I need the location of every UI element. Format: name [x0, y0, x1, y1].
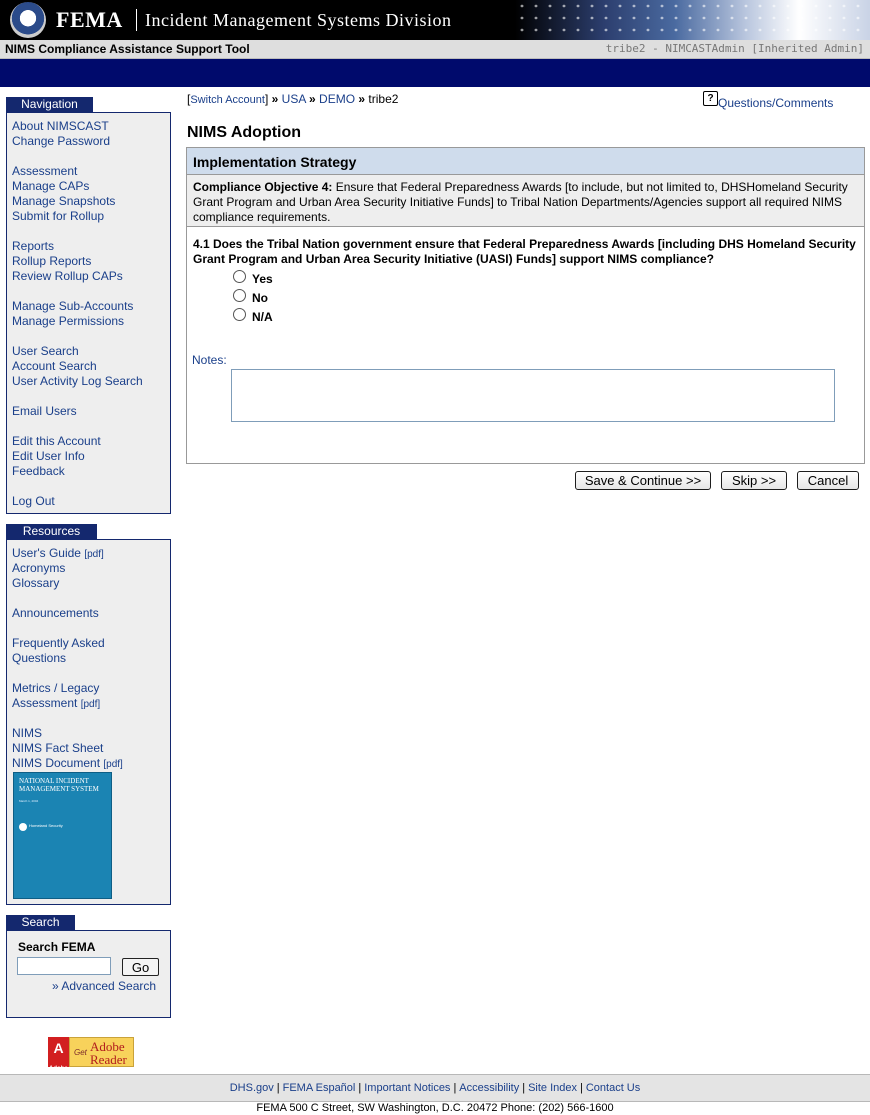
nav-about-nimscast[interactable]: About NIMSCAST	[12, 119, 109, 133]
footer-address: FEMA 500 C Street, SW Washington, D.C. 20472 Phone: (202) 566-1600	[256, 1102, 614, 1114]
notes-textarea[interactable]	[231, 369, 835, 422]
footer-link-accessibility[interactable]: Accessibility	[459, 1082, 520, 1094]
footer-bar	[0, 1074, 870, 1102]
resource-announcements[interactable]: Announcements	[12, 606, 99, 620]
adobe-reader-label	[69, 1037, 134, 1067]
radio-na[interactable]	[233, 308, 246, 321]
navigation-box	[6, 112, 171, 514]
resources-box	[6, 539, 171, 905]
nav-feedback[interactable]: Feedback	[12, 464, 65, 478]
resource-faq[interactable]: Frequently Asked	[12, 636, 105, 650]
objective-description: Ensure that Federal Preparedness Awards [to include, but not limited to, DHSHomeland Security Grant Program and Urban Area Security Initiative Funds] to Tribal Nation Departments/Agencies support all required NIMS compliance requirements.	[193, 180, 848, 224]
footer-separator: |	[358, 1082, 362, 1094]
breadcrumb-separator: »	[358, 92, 366, 106]
breadcrumb-separator: »	[309, 92, 316, 106]
compliance-objective	[187, 175, 864, 227]
footer-separator: |	[579, 1082, 583, 1094]
resource-glossary[interactable]: Glossary	[12, 576, 60, 590]
resource-faq-line2[interactable]: Questions	[12, 651, 67, 665]
adobe-product-line1: Adobe	[90, 1039, 125, 1054]
cover-dept: Homeland Security	[29, 823, 63, 828]
footer-separator: |	[453, 1082, 457, 1094]
objective-label: Compliance Objective 4:	[193, 180, 333, 194]
nav-account-search[interactable]: Account Search	[12, 359, 97, 373]
go-button[interactable]: Go	[122, 958, 159, 976]
nav-user-search[interactable]: User Search	[12, 344, 79, 358]
breadcrumb	[187, 92, 398, 106]
help-icon[interactable]: ?	[703, 91, 718, 106]
nav-email-users[interactable]: Email Users	[12, 404, 77, 418]
resource-users-guide[interactable]	[12, 546, 104, 560]
tool-name: NIMS Compliance Assistance Support Tool	[5, 42, 250, 56]
cover-date: March 1, 2004	[19, 799, 39, 803]
breadcrumb-separator: »	[271, 92, 279, 106]
option-label-no: No	[252, 291, 268, 305]
nims-document-label: NIMS Document	[12, 756, 101, 770]
question-text: 4.1 Does the Tribal Nation government ensure that Federal Preparedness Awards [including DHS Homeland Security Grant Program and Urban Area Security Initiative (UASI) Funds] support NIMS compliance?	[193, 237, 856, 266]
nims-document-cover-image[interactable]	[13, 772, 112, 899]
tool-bar	[0, 40, 870, 59]
resource-metrics-assessment[interactable]	[12, 696, 100, 710]
pdf-tag: [pdf]	[84, 549, 104, 560]
breadcrumb-usa[interactable]: USA	[281, 92, 306, 106]
nav-rollup-reports[interactable]: Rollup Reports	[12, 254, 92, 268]
top-nav-bar	[0, 59, 870, 87]
nav-assessment[interactable]: Assessment	[12, 164, 78, 178]
section-header	[187, 148, 864, 175]
header-banner	[0, 0, 870, 40]
breadcrumb-current: tribe2	[368, 92, 399, 106]
advanced-search-link[interactable]: » Advanced Search	[52, 979, 157, 993]
flag-stars	[515, 0, 870, 40]
skip-button[interactable]: Skip >>	[721, 471, 787, 490]
nav-manage-snapshots[interactable]: Manage Snapshots	[12, 194, 116, 208]
navigation-heading: Navigation	[6, 97, 93, 112]
dhs-seal-icon	[19, 823, 27, 831]
adobe-get-text: Get	[74, 1048, 87, 1057]
user-info: tribe2 - NIMCASTAdmin [Inherited Admin]	[605, 42, 864, 55]
resource-metrics-legacy[interactable]: Metrics / Legacy	[12, 681, 100, 695]
banner-divider	[136, 9, 137, 31]
notes-label: Notes:	[192, 353, 227, 367]
pdf-tag: [pdf]	[103, 759, 123, 770]
cover-title: NATIONAL INCIDENT MANAGEMENT SYSTEM	[19, 777, 99, 793]
breadcrumb-bracket-open: [	[187, 92, 191, 106]
footer-link-important-notices[interactable]: Important Notices	[364, 1082, 451, 1094]
questions-comments-link[interactable]: Questions/Comments	[718, 96, 834, 110]
radio-no[interactable]	[233, 289, 246, 302]
adobe-brand: Adobe	[49, 1066, 68, 1072]
fema-logo: FEMA	[56, 7, 123, 32]
radio-yes[interactable]	[233, 270, 246, 283]
switch-account-link[interactable]: Switch Account	[190, 94, 265, 106]
adobe-logo-icon: A Adobe	[48, 1037, 69, 1067]
resources-heading: Resources	[6, 524, 97, 539]
nav-submit-for-rollup[interactable]: Submit for Rollup	[12, 209, 105, 223]
nav-change-password[interactable]: Change Password	[12, 134, 111, 148]
nav-log-out[interactable]: Log Out	[12, 494, 55, 508]
nav-edit-this-account[interactable]: Edit this Account	[12, 434, 101, 448]
page-title: NIMS Adoption	[187, 124, 302, 141]
adobe-product-line2: Reader	[90, 1052, 127, 1067]
option-label-yes: Yes	[252, 272, 273, 286]
question-panel	[186, 147, 865, 464]
cancel-button[interactable]: Cancel	[797, 471, 859, 490]
resource-nims-fact-sheet[interactable]: NIMS Fact Sheet	[12, 741, 104, 755]
search-input[interactable]	[17, 957, 111, 975]
breadcrumb-demo[interactable]: DEMO	[319, 92, 356, 106]
resource-nims-document[interactable]	[12, 756, 123, 770]
footer-link-fema-espanol[interactable]: FEMA Español	[282, 1082, 356, 1094]
nav-review-rollup-caps[interactable]: Review Rollup CAPs	[12, 269, 123, 283]
search-box	[6, 930, 171, 1018]
option-label-na: N/A	[252, 310, 273, 324]
search-fema-label: Search FEMA	[18, 940, 96, 954]
metrics-assessment-label: Assessment	[12, 696, 78, 710]
resource-nims[interactable]: NIMS	[12, 726, 42, 740]
nav-manage-permissions[interactable]: Manage Permissions	[12, 314, 125, 328]
footer-separator: |	[522, 1082, 526, 1094]
footer-separator: |	[276, 1082, 280, 1094]
nav-manage-caps[interactable]: Manage CAPs	[12, 179, 90, 193]
nav-manage-sub-accounts[interactable]: Manage Sub-Accounts	[12, 299, 134, 313]
objective-text	[193, 180, 859, 225]
division-title: Incident Management Systems Division	[145, 10, 452, 30]
get-adobe-reader-badge[interactable]	[48, 1037, 134, 1072]
users-guide-label: User's Guide	[12, 546, 81, 560]
nav-reports[interactable]: Reports	[12, 239, 55, 253]
footer-links	[0, 1075, 870, 1101]
search-heading: Search	[6, 915, 75, 930]
footer-link-dhs[interactable]: DHS.gov	[229, 1082, 274, 1094]
pdf-tag: [pdf]	[80, 699, 101, 710]
dhs-seal-icon	[10, 2, 46, 38]
save-continue-button[interactable]: Save & Continue >>	[575, 471, 711, 490]
resource-acronyms[interactable]: Acronyms	[12, 561, 66, 575]
section-title: Implementation Strategy	[193, 154, 357, 170]
footer-link-site-index[interactable]: Site Index	[528, 1082, 577, 1094]
nav-user-activity-log-search[interactable]: User Activity Log Search	[12, 374, 143, 388]
nav-edit-user-info[interactable]: Edit User Info	[12, 449, 85, 463]
breadcrumb-bracket-close: ]	[264, 92, 269, 106]
footer-link-contact-us[interactable]: Contact Us	[585, 1082, 641, 1094]
flag-image	[515, 0, 870, 40]
